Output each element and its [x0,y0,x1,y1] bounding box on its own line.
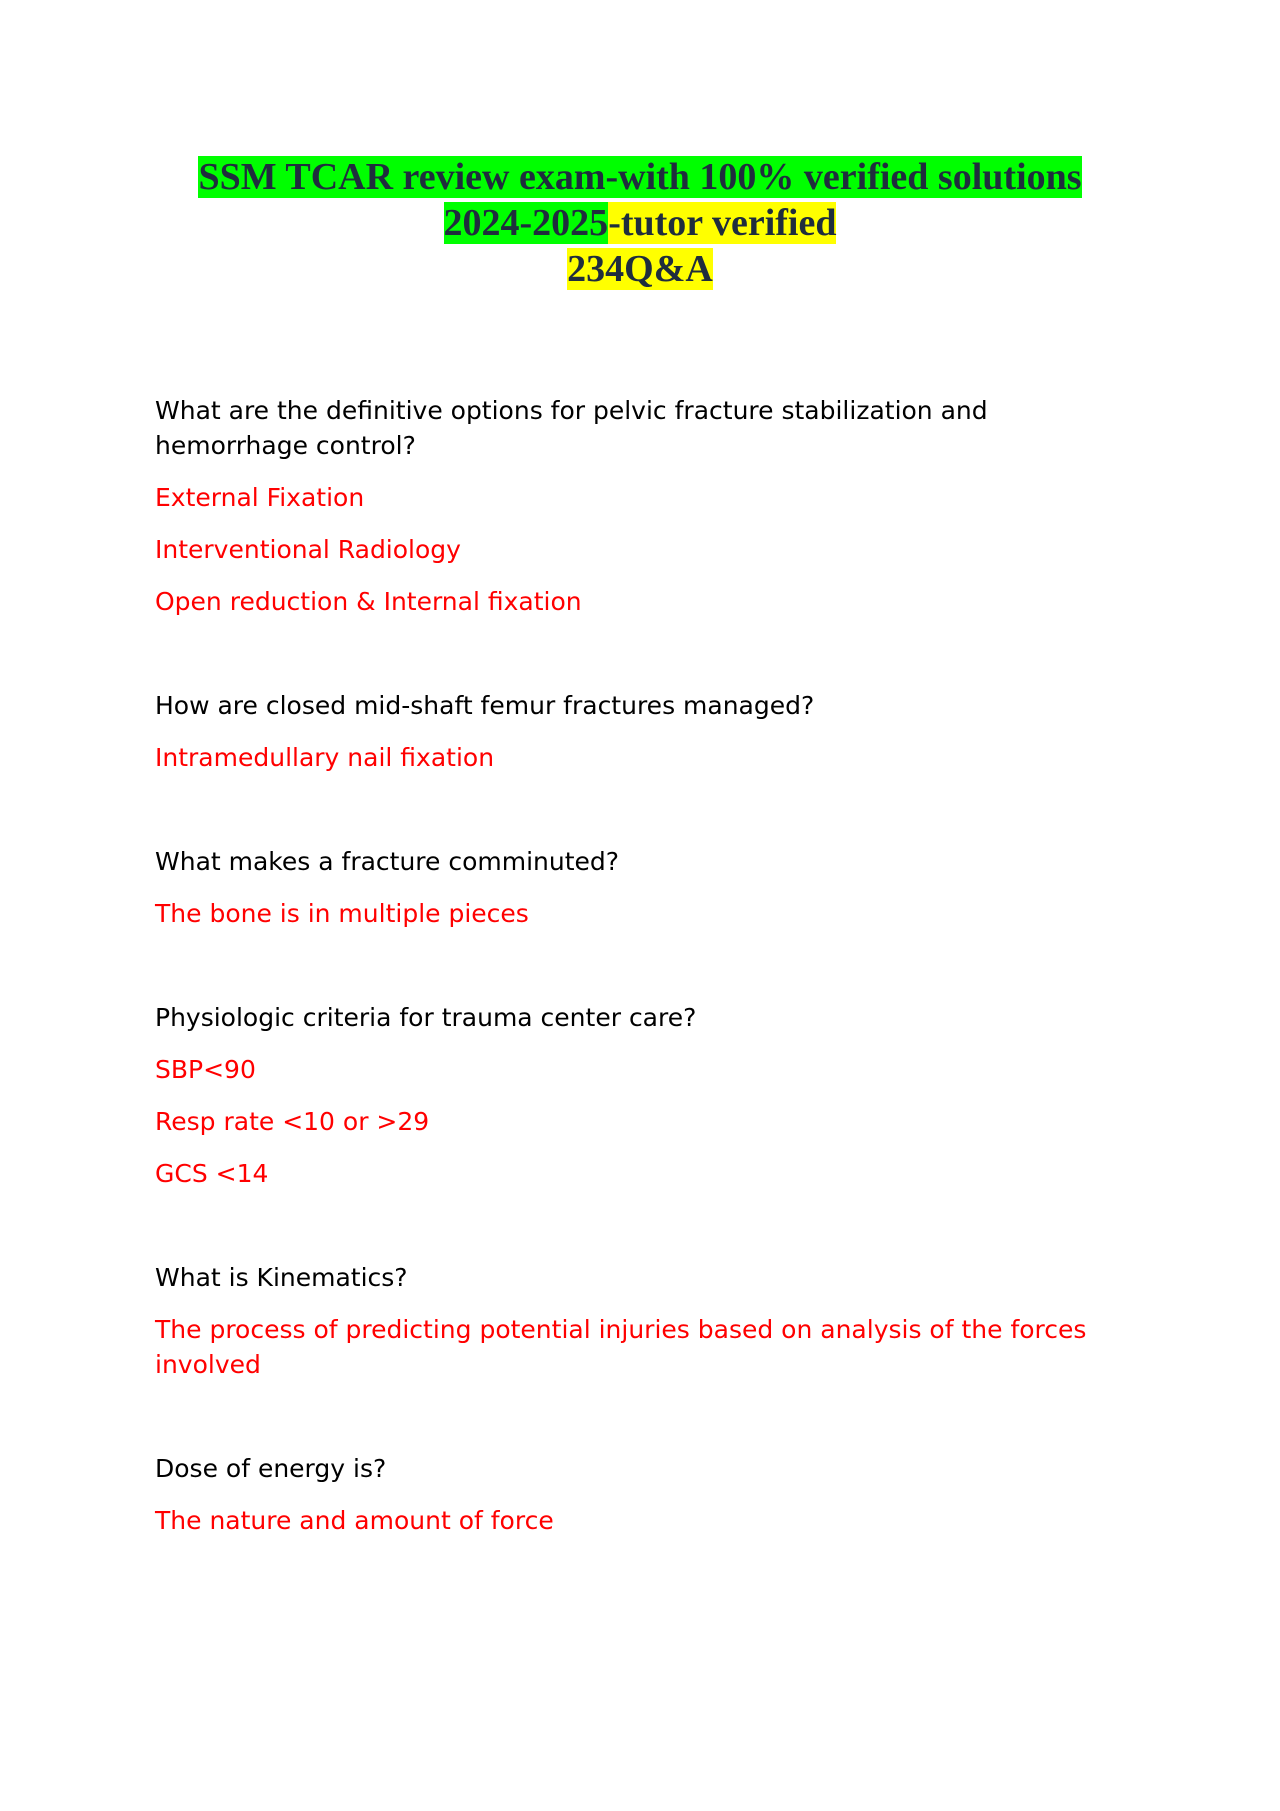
qa-item [155,1000,1135,1191]
title-question-count: 234Q&A [567,248,713,290]
answer-text: Open reduction & Internal fixation [155,587,582,616]
question-text: Dose of energy is? [155,1454,387,1483]
title-line-3 [0,246,1280,292]
answer-text: Interventional Radiology [155,535,461,564]
question-text: Physiologic criteria for trauma center care? [155,1003,697,1032]
document-title [0,154,1280,292]
question-text: How are closed mid-shaft femur fractures managed? [155,691,815,720]
answer-text: External Fixation [155,483,365,512]
answer-text: GCS <14 [155,1159,269,1188]
title-line-1-text: SSM TCAR review exam-with 100% verified solutions [198,156,1082,198]
title-line-1 [0,154,1280,200]
qa-item [155,688,1135,775]
title-line-2 [0,200,1280,246]
qa-item [155,393,1135,619]
question-text: What makes a fracture comminuted? [155,847,620,876]
qa-item [155,1451,1135,1538]
qa-item [155,844,1135,931]
answer-text: The nature and amount of force [155,1506,554,1535]
question-text: What are the definitive options for pelvic fracture stabilization and hemorrhage control? [155,396,988,460]
answer-text: The bone is in multiple pieces [155,899,529,928]
answer-text: SBP<90 [155,1055,256,1084]
qa-item [155,1260,1135,1382]
answer-text: The process of predicting potential injuries based on analysis of the forces involved [155,1315,1087,1379]
answer-text: Intramedullary nail fixation [155,743,495,772]
title-year-range: 2024-2025 [443,202,609,244]
answer-text: Resp rate <10 or >29 [155,1107,430,1136]
qa-list [155,393,1135,1607]
title-tutor-verified: -tutor verified [608,202,837,244]
question-text: What is Kinematics? [155,1263,408,1292]
